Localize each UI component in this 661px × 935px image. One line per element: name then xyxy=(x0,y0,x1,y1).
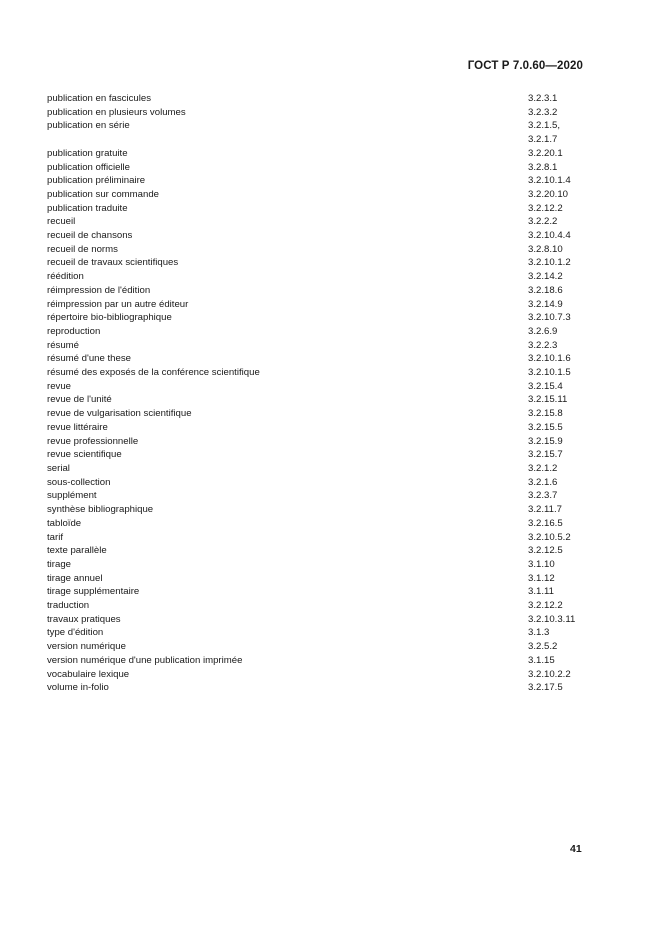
section-reference: 3.2.1.2 xyxy=(528,462,558,474)
index-term: publication sur commande xyxy=(47,188,159,200)
index-refs xyxy=(528,243,587,257)
index-row xyxy=(47,640,587,654)
index-term: publication traduite xyxy=(47,202,128,214)
section-reference: 3.1.12 xyxy=(528,572,555,584)
index-term: tirage annuel xyxy=(47,572,103,584)
index-term: tirage xyxy=(47,558,71,570)
section-reference: 3.2.3.7 xyxy=(528,490,558,502)
index-refs xyxy=(528,202,587,216)
index-refs xyxy=(528,215,587,229)
index-term: réimpression de l'édition xyxy=(47,284,151,296)
index-row xyxy=(47,352,587,366)
index-term: synthèse bibliographique xyxy=(47,504,154,516)
term-index-list xyxy=(47,92,587,695)
index-row xyxy=(47,476,587,490)
index-row xyxy=(47,202,587,216)
index-row xyxy=(47,654,587,668)
section-reference: 3.2.3.2 xyxy=(528,106,558,118)
index-refs xyxy=(528,188,587,202)
index-row xyxy=(47,284,587,298)
index-row xyxy=(47,626,587,640)
index-refs xyxy=(528,284,587,298)
index-term: recueil de travaux scientifiques xyxy=(47,257,179,269)
index-term: publication en plusieurs volumes xyxy=(47,106,186,118)
index-refs xyxy=(528,585,587,599)
index-refs xyxy=(528,517,587,531)
index-refs xyxy=(528,558,587,572)
index-refs xyxy=(528,531,587,545)
index-refs xyxy=(528,421,587,435)
section-reference: 3.2.17.5 xyxy=(528,682,563,694)
index-row xyxy=(47,380,587,394)
index-term: résumé d'une these xyxy=(47,353,131,365)
section-reference: 3.2.10.1.5 xyxy=(528,367,571,379)
index-refs xyxy=(528,462,587,476)
index-term: traduction xyxy=(47,600,90,612)
index-row xyxy=(47,489,587,503)
section-reference: 3.1.15 xyxy=(528,654,555,666)
index-refs xyxy=(528,435,587,449)
index-refs xyxy=(528,352,587,366)
index-row xyxy=(47,435,587,449)
section-reference: 3.2.12.2 xyxy=(528,600,563,612)
index-row xyxy=(47,298,587,312)
index-term: volume in-folio xyxy=(47,682,109,694)
section-reference: 3.2.10.5.2 xyxy=(528,531,571,543)
section-reference: 3.2.12.5 xyxy=(528,545,563,557)
section-reference: 3.2.3.1 xyxy=(528,93,558,104)
index-row xyxy=(47,229,587,243)
index-term: recueil de norms xyxy=(47,243,118,255)
section-reference: 3.2.16.5 xyxy=(528,517,563,529)
section-reference: 3.2.10.2.2 xyxy=(528,668,571,680)
section-reference: 3.2.15.11 xyxy=(528,394,568,406)
index-refs xyxy=(528,476,587,490)
index-term: résumé des exposés de la conférence scientifique xyxy=(47,367,260,379)
index-refs xyxy=(528,256,587,270)
index-row xyxy=(47,270,587,284)
index-row xyxy=(47,599,587,613)
index-term: publication gratuite xyxy=(47,147,128,159)
section-reference: 3.2.10.7.3 xyxy=(528,312,571,324)
index-refs xyxy=(528,161,587,175)
index-term: revue xyxy=(47,380,71,392)
index-row xyxy=(47,503,587,517)
index-row xyxy=(47,188,587,202)
index-refs xyxy=(528,503,587,517)
index-refs xyxy=(528,366,587,380)
index-row xyxy=(47,421,587,435)
index-row xyxy=(47,92,587,106)
index-term: recueil de chansons xyxy=(47,230,133,242)
index-refs xyxy=(528,489,587,503)
index-term: résumé xyxy=(47,339,79,351)
index-refs xyxy=(528,311,587,325)
index-row xyxy=(47,256,587,270)
index-row xyxy=(47,147,587,161)
section-reference: 3.2.11.7 xyxy=(528,504,562,516)
index-term: revue professionnelle xyxy=(47,435,139,447)
index-term: supplément xyxy=(47,490,97,502)
section-reference: 3.1.3 xyxy=(528,627,550,639)
index-term: travaux pratiques xyxy=(47,613,121,625)
index-refs xyxy=(528,407,587,421)
section-reference: 3.2.10.1.2 xyxy=(528,257,571,269)
page-number: 41 xyxy=(570,843,582,855)
index-refs xyxy=(528,681,587,695)
section-reference: 3.2.15.7 xyxy=(528,449,563,461)
index-refs xyxy=(528,270,587,284)
section-reference: 3.2.20.10 xyxy=(528,188,569,200)
index-term: type d'édition xyxy=(47,627,104,639)
index-row xyxy=(47,311,587,325)
index-row xyxy=(47,407,587,421)
index-row xyxy=(47,462,587,476)
index-refs xyxy=(528,572,587,586)
section-reference: 3.2.2.3 xyxy=(528,339,558,351)
section-reference: 3.2.10.1.6 xyxy=(528,353,571,365)
section-reference: 3.2.18.6 xyxy=(528,284,563,296)
index-term: publication préliminaire xyxy=(47,175,146,187)
index-row xyxy=(47,681,587,695)
section-reference: 3.2.8.10 xyxy=(528,243,563,255)
index-refs xyxy=(528,325,587,339)
index-row xyxy=(47,215,587,229)
index-refs xyxy=(528,599,587,613)
index-row xyxy=(47,119,587,146)
page-header-standard: ГОСТ Р 7.0.60—2020 xyxy=(467,60,583,72)
index-row xyxy=(47,393,587,407)
section-reference: 3.2.15.9 xyxy=(528,435,563,447)
index-refs xyxy=(528,229,587,243)
section-reference: 3.2.15.8 xyxy=(528,408,563,420)
index-term: publication en série xyxy=(47,120,130,132)
index-refs xyxy=(528,380,587,394)
index-term: réédition xyxy=(47,271,84,283)
index-row xyxy=(47,558,587,572)
index-row xyxy=(47,613,587,627)
index-row xyxy=(47,531,587,545)
section-reference: 3.2.14.9 xyxy=(528,298,563,310)
section-reference: 3.1.10 xyxy=(528,558,555,570)
index-refs xyxy=(528,654,587,668)
section-reference: 3.2.8.1 xyxy=(528,161,558,173)
section-reference: 3.1.11 xyxy=(528,586,554,598)
index-row xyxy=(47,517,587,531)
index-refs xyxy=(528,106,587,120)
section-reference: 3.2.2.2 xyxy=(528,216,558,228)
index-row xyxy=(47,544,587,558)
index-row xyxy=(47,161,587,175)
index-term: reproduction xyxy=(47,325,101,337)
index-refs xyxy=(528,298,587,312)
index-refs xyxy=(528,640,587,654)
section-reference: 3.2.1.5, xyxy=(528,120,561,132)
section-reference: 3.2.5.2 xyxy=(528,641,558,653)
index-term: tabloïde xyxy=(47,517,82,529)
index-refs xyxy=(528,668,587,682)
index-term: recueil xyxy=(47,216,76,228)
section-reference: 3.2.10.4.4 xyxy=(528,230,571,242)
index-row xyxy=(47,572,587,586)
index-refs xyxy=(528,119,587,146)
index-term: sous-collection xyxy=(47,476,111,488)
index-term: revue littéraire xyxy=(47,421,108,433)
index-row xyxy=(47,448,587,462)
section-reference: 3.2.15.4 xyxy=(528,380,563,392)
index-term: revue de l'unité xyxy=(47,394,112,406)
index-term: revue scientifique xyxy=(47,449,122,461)
index-term: vocabulaire lexique xyxy=(47,668,130,680)
index-term: revue de vulgarisation scientifique xyxy=(47,408,192,420)
index-term: répertoire bio-bibliographique xyxy=(47,312,172,324)
index-row xyxy=(47,585,587,599)
index-term: serial xyxy=(47,462,70,474)
index-term: tarif xyxy=(47,531,63,543)
index-row xyxy=(47,339,587,353)
index-term: publication officielle xyxy=(47,161,131,173)
index-row xyxy=(47,325,587,339)
index-refs xyxy=(528,626,587,640)
section-reference: 3.2.14.2 xyxy=(528,271,563,283)
index-term: version numérique d'une publication imprimée xyxy=(47,654,243,666)
index-refs xyxy=(528,92,587,106)
index-term: texte parallèle xyxy=(47,545,107,557)
index-row xyxy=(47,243,587,257)
index-refs xyxy=(528,393,587,407)
index-row xyxy=(47,174,587,188)
index-refs xyxy=(528,448,587,462)
section-reference: 3.2.12.2 xyxy=(528,202,563,214)
section-reference: 3.2.20.1 xyxy=(528,147,563,159)
section-reference: 3.2.1.6 xyxy=(528,476,558,488)
index-refs xyxy=(528,174,587,188)
section-reference: 3.2.6.9 xyxy=(528,325,558,337)
index-term: publication en fascicules xyxy=(47,93,151,104)
index-row xyxy=(47,668,587,682)
index-row xyxy=(47,106,587,120)
index-term: réimpression par un autre éditeur xyxy=(47,298,189,310)
index-refs xyxy=(528,544,587,558)
section-reference: 3.2.1.7 xyxy=(528,134,558,146)
index-term: tirage supplémentaire xyxy=(47,586,140,598)
section-reference: 3.2.10.3.11 xyxy=(528,613,576,625)
index-refs xyxy=(528,147,587,161)
section-reference: 3.2.15.5 xyxy=(528,421,563,433)
index-refs xyxy=(528,613,587,627)
index-row xyxy=(47,366,587,380)
section-reference: 3.2.10.1.4 xyxy=(528,175,571,187)
index-refs xyxy=(528,339,587,353)
index-term: version numérique xyxy=(47,641,126,653)
